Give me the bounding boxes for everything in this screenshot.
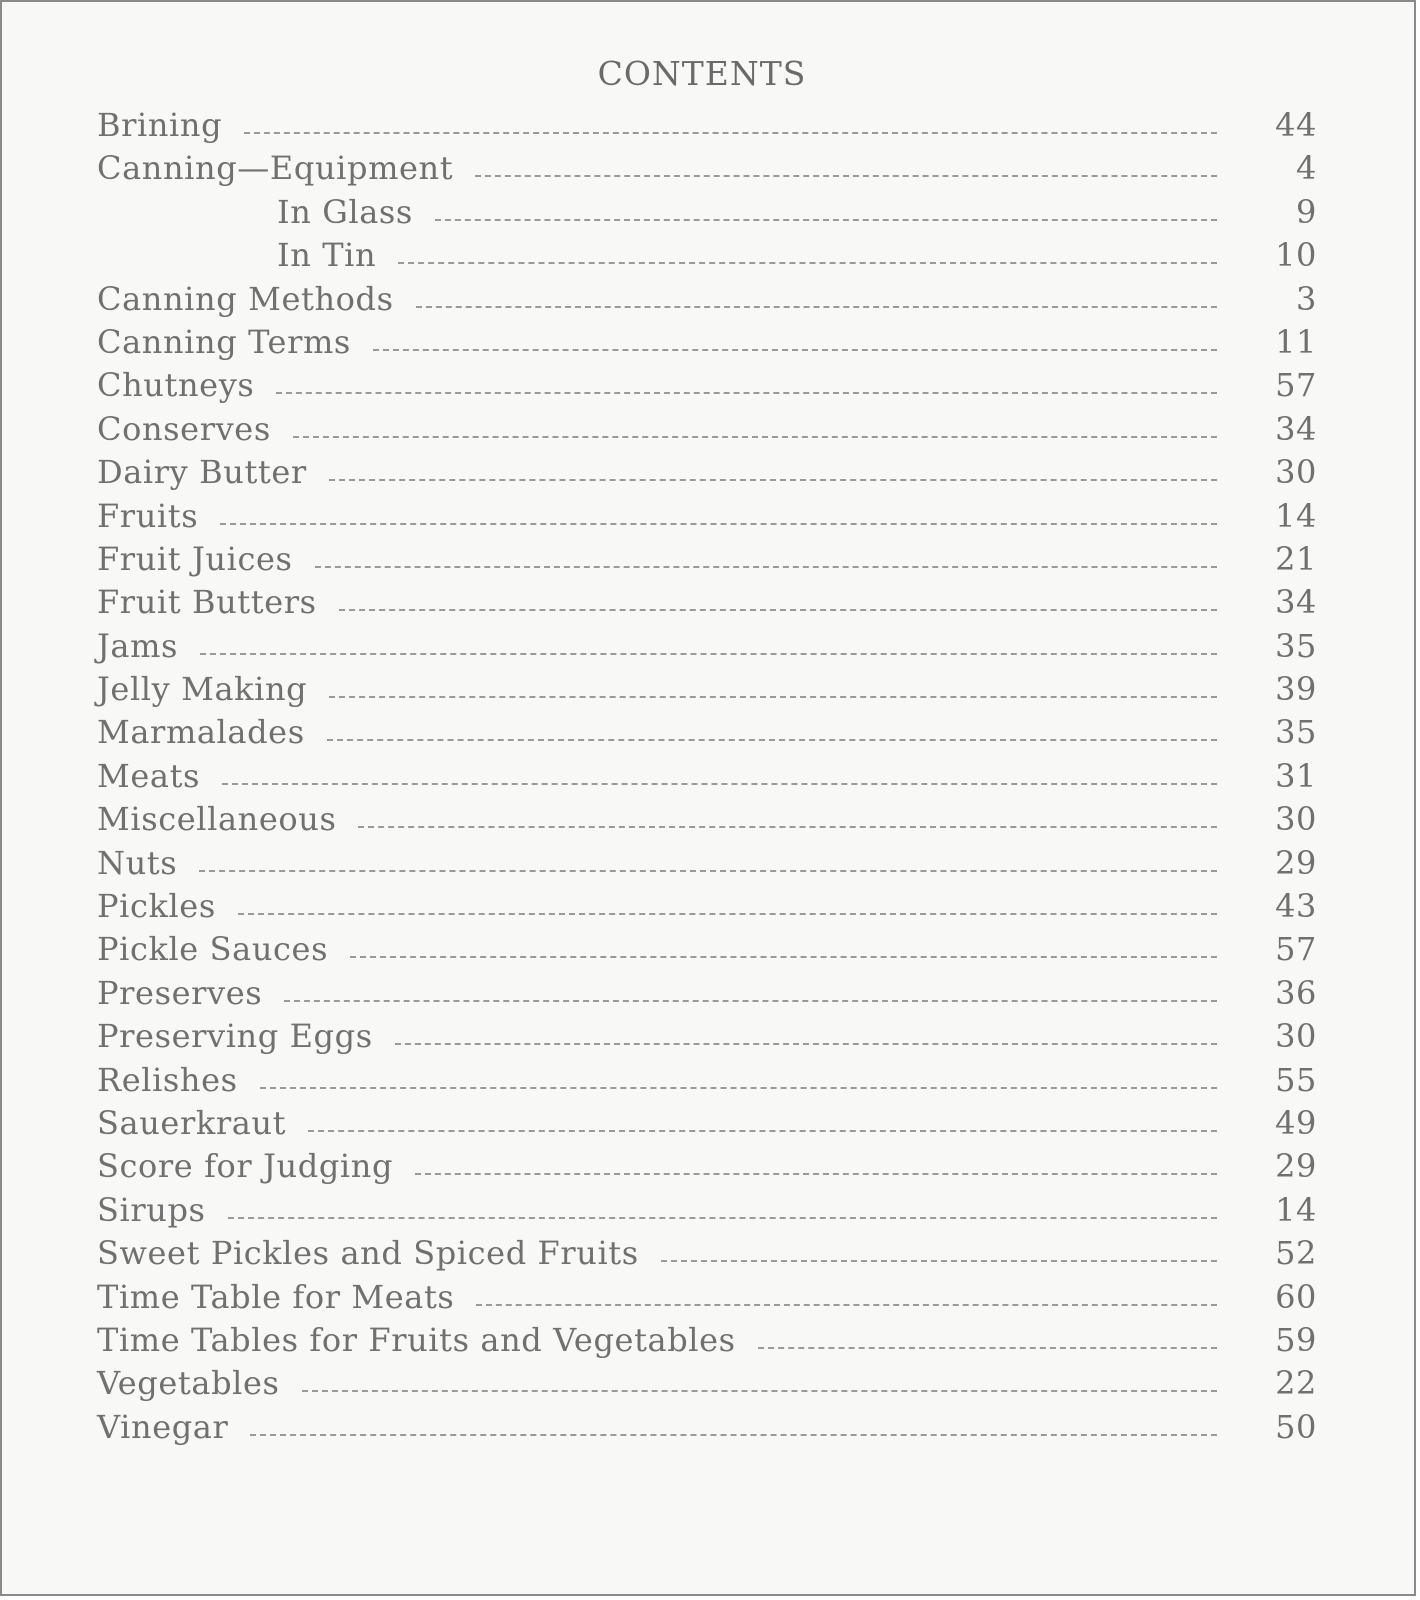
toc-entry [97, 497, 1317, 540]
toc-page-number: 10 [1275, 236, 1317, 275]
toc-entry [97, 930, 1317, 973]
toc-entry [97, 1061, 1317, 1104]
toc-page-number: 14 [1275, 1190, 1317, 1229]
toc-entry-label: Dairy Butter [97, 453, 307, 492]
toc-entry-label: Nuts [97, 843, 178, 882]
dotted-leader [395, 1043, 1217, 1045]
toc-entry [97, 974, 1317, 1017]
dotted-leader [302, 1390, 1217, 1392]
page-title: CONTENTS [597, 54, 807, 93]
toc-entry-label: Brining [97, 106, 223, 144]
dotted-leader [398, 262, 1217, 264]
dotted-leader [200, 653, 1217, 655]
dotted-leader [284, 1000, 1217, 1002]
dotted-leader [199, 870, 1217, 872]
toc-entry-label: Marmalades [97, 713, 305, 752]
toc-entry [97, 1104, 1317, 1147]
toc-entry-label: Pickle Sauces [97, 930, 329, 969]
toc-page-number: 34 [1275, 409, 1317, 448]
toc-entry-label: Jams [97, 626, 179, 665]
toc-entry-label: Miscellaneous [97, 800, 337, 839]
toc-entry-label: Vinegar [97, 1407, 229, 1446]
dotted-leader [339, 609, 1217, 611]
toc-entry-label: Vegetables [97, 1364, 280, 1403]
dotted-leader [329, 479, 1217, 481]
toc-entry [97, 366, 1317, 409]
toc-page-number: 9 [1296, 192, 1317, 231]
dotted-leader [220, 523, 1217, 525]
toc-subentry [97, 193, 1317, 236]
toc-page-number: 3 [1296, 279, 1317, 318]
toc-page-number: 34 [1275, 583, 1317, 622]
toc-page-number: 30 [1275, 1017, 1317, 1056]
toc-entry-label: Conserves [97, 409, 271, 448]
dotted-leader [435, 219, 1217, 221]
dotted-leader [308, 1130, 1217, 1132]
toc-entry [97, 1234, 1317, 1277]
dotted-leader [373, 349, 1217, 351]
toc-entry [97, 583, 1317, 626]
dotted-leader [315, 566, 1217, 568]
toc-page-number: 57 [1275, 366, 1317, 405]
toc-entry [97, 323, 1317, 366]
toc-page-number: 49 [1275, 1103, 1317, 1142]
toc-page-number: 35 [1275, 713, 1317, 752]
toc-entry-label: Chutneys [97, 366, 255, 405]
toc-page-number: 52 [1275, 1234, 1317, 1273]
dotted-leader [250, 1434, 1217, 1436]
toc-entry [97, 410, 1317, 453]
toc-entry [97, 1321, 1317, 1364]
toc-page-number: 4 [1296, 149, 1317, 188]
dotted-leader [758, 1347, 1217, 1349]
toc-page-number: 43 [1275, 887, 1317, 926]
toc-entry-label: Fruit Butters [97, 583, 317, 622]
toc-entry [97, 627, 1317, 670]
toc-entry-label: In Glass [277, 192, 413, 231]
toc-page-number: 21 [1275, 539, 1317, 578]
toc-entry-label: Canning Terms [97, 322, 351, 361]
dotted-leader [260, 1087, 1217, 1089]
toc-page-number: 22 [1275, 1364, 1317, 1403]
toc-entry-label: Canning Methods [97, 279, 394, 318]
toc-entry-label: Fruit Juices [97, 539, 293, 578]
toc-page-number: 29 [1275, 1147, 1317, 1186]
toc-entry-label: Relishes [97, 1060, 238, 1099]
dotted-leader [327, 739, 1217, 741]
dotted-leader [661, 1260, 1217, 1262]
dotted-leader [228, 1217, 1217, 1219]
toc-page-number: 59 [1275, 1320, 1317, 1359]
toc-entry [97, 540, 1317, 583]
toc-entry-label: Sauerkraut [97, 1103, 287, 1142]
toc-entry [97, 713, 1317, 756]
toc-entry-label: Pickles [97, 887, 216, 926]
toc-page-number: 44 [1275, 106, 1317, 144]
toc-entry-label: Sirups [97, 1190, 206, 1229]
toc-entry-label: In Tin [277, 236, 377, 275]
toc-page-number: 30 [1275, 800, 1317, 839]
toc-page-number: 57 [1275, 930, 1317, 969]
toc-entry-label: Canning—Equipment [97, 149, 454, 188]
toc-entry-label: Preserving Eggs [97, 1017, 373, 1056]
toc-entry [97, 106, 1317, 149]
dotted-leader [222, 783, 1217, 785]
dotted-leader [475, 175, 1217, 177]
dotted-leader [329, 696, 1217, 698]
dotted-leader [358, 826, 1217, 828]
dotted-leader [293, 436, 1217, 438]
toc-subentry [97, 236, 1317, 279]
toc-entry [97, 1191, 1317, 1234]
toc-entry [97, 453, 1317, 496]
toc-entry [97, 149, 1317, 192]
toc-entry-label: Sweet Pickles and Spiced Fruits [97, 1234, 639, 1273]
toc-page-number: 36 [1275, 973, 1317, 1012]
dotted-leader [276, 392, 1217, 394]
toc-page-number: 31 [1275, 756, 1317, 795]
toc-entry-label: Preserves [97, 973, 263, 1012]
toc-page-number: 50 [1275, 1407, 1317, 1446]
toc-entry-label: Fruits [97, 496, 199, 535]
toc-page-number: 60 [1275, 1277, 1317, 1316]
toc-page-number: 14 [1275, 496, 1317, 535]
toc-entry [97, 1408, 1317, 1451]
toc-entry [97, 1147, 1317, 1190]
toc-page-number: 11 [1275, 322, 1317, 361]
toc-entry [97, 800, 1317, 843]
toc-page-number: 29 [1275, 843, 1317, 882]
toc-entry-label: Jelly Making [97, 670, 308, 709]
dotted-leader [416, 306, 1217, 308]
toc-entry [97, 1017, 1317, 1060]
toc-entry-label: Score for Judging [97, 1147, 394, 1186]
toc-entry [97, 757, 1317, 800]
toc-entry [97, 887, 1317, 930]
toc-page-number: 30 [1275, 453, 1317, 492]
dotted-leader [476, 1304, 1217, 1306]
toc-entry-label: Meats [97, 756, 201, 795]
dotted-leader [415, 1173, 1217, 1175]
toc-entry [97, 844, 1317, 887]
toc-entry [97, 670, 1317, 713]
toc-page-number: 39 [1275, 670, 1317, 709]
dotted-leader [350, 956, 1217, 958]
toc-page-number: 55 [1275, 1060, 1317, 1099]
dotted-leader [238, 913, 1217, 915]
toc-entry [97, 1278, 1317, 1321]
table-of-contents [97, 106, 1317, 1451]
dotted-leader [244, 132, 1217, 134]
toc-page-number: 35 [1275, 626, 1317, 665]
toc-entry-label: Time Table for Meats [97, 1277, 455, 1316]
toc-entry-label: Time Tables for Fruits and Vegetables [97, 1320, 736, 1359]
toc-entry [97, 280, 1317, 323]
toc-entry [97, 1364, 1317, 1407]
